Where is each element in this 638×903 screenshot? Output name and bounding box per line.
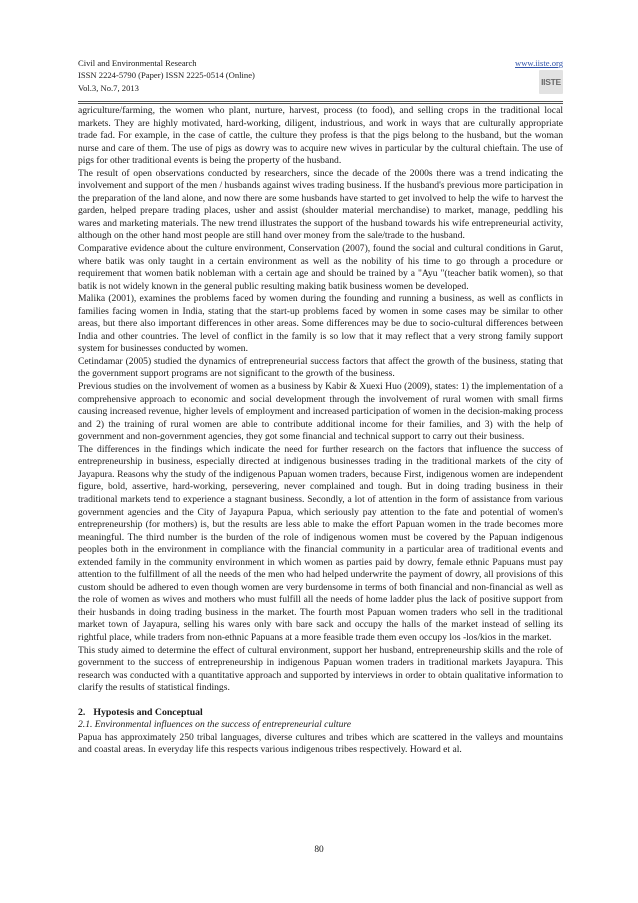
page-number: 80 xyxy=(314,845,324,855)
section-heading xyxy=(78,707,563,720)
body-paragraph: Cetindamar (2005) studied the dynamics of entrepreneurial success factors that affect the growth of the business, stating that the government support programs are not significant to the growth of the business. xyxy=(78,355,563,380)
body-paragraph: agriculture/farming, the women who plant, nurture, harvest, process (to food), and selling crops in the traditional local markets. They are highly motivated, hard-working, diligent, industrious, and work in ways that are culturally appropriate trade fad. For example, in the case of cattle, the culture they profess is that the pigs belong to the husband, but the woman nurse and care of them. The use of pigs as dowry was to acquire new wives in particular by the cultural chieftain. The use of pigs for other traditional events is being the property of the husband. xyxy=(78,105,563,167)
body-paragraph: Previous studies on the involvement of women as a business by Kabir & Xuexi Huo (2009), states: 1) the implementation of a comprehensive approach to economic and social development through the involvement of rural women with small firms causing increased revenue, higher levels of employment and increased participation of women in the decision-making process and 2) the training of rural women are able to contribute additional income for their families, and 3) with the help of government and non-government agencies, they got some financial and technical support to carry out their business. xyxy=(78,381,563,443)
section-title: Hypotesis and Conceptual xyxy=(93,706,203,718)
header-rule-top xyxy=(78,101,563,102)
subsection-heading: 2.1. Environmental influences on the success of entrepreneurial culture xyxy=(78,719,352,731)
body-paragraph: The differences in the findings which indicate the need for further research on the factors that influence the success of entrepreneurship in business, especially directed at indigenous businesses trading in the traditional markets of the city of Jayapura. Reasons why the study of the indigenous Papuan women traders, because First, indigenous women are independent figure, bold, assertive, hard-working, persevering, never complained and tough. But in doing trading business in their traditional markets tend to experience a stagnant business. Secondly, a lot of attention in the form of assistance from various government agencies and the City of Jayapura Papua, which seriously pay attention to the fate and potential of women's entrepreneurship (for mothers) is, but the results are less able to make the effort Papuan women in the trade becomes more meaningful. The third number is the burden of the role of indigenous women must be covered by the Papuan indigenous peoples both in the environment in compliance with the financial community in a particular area of traditional events and extended family in the community environment in which women as parties paid by dowry, female ethnic Papuans must pay attention to the fulfillment of all the needs of the men who had helped underwrite the payment of dowry, all provisions of this custom should be adhered to even though women are very burdensome in terms of both financial and non-financial as well as the role of women as wives and mothers who must fulfill all the needs of home ladder plus the lack of positive support from their husbands in doing trading business in the market. The fourth most Papuan women traders who sell in the traditional market town of Jayapura, selling his wares only with bare sack and occupy the halls of the market instead of selling its rightful place, while traders from non-ethnic Papuans at a more feasible trade them even occupy los -los/kios in the market. xyxy=(78,443,563,643)
body-paragraph: Malika (2001), examines the problems faced by women during the founding and running a business, as well as conflicts in families facing women in India, stating that the start-up problems faced by women in some cases may be similar to other areas, but there also important differences in other areas. Some differences may be due to socio-cultural differences between India and other countries. The level of conflict in the family is so low that it may reflect that a very strong family support system for businesses conducted by women. xyxy=(78,293,563,355)
article-body xyxy=(78,105,563,757)
page-header xyxy=(78,57,563,107)
journal-url-link[interactable]: www.iiste.org xyxy=(515,58,563,68)
body-paragraph: Comparative evidence about the culture environment, Conservation (2007), found the social and cultural conditions in Garut, where batik was only taught in a certain environment as well as the nobility of his time to go through a procedure or requirement that women batik nobleman with a certain age and should be trained by a "Ayu "(teacher batik women), so that batik is not widely known in the general public resulting making batik business women be developed. xyxy=(78,243,563,292)
journal-name: Civil and Environmental Research xyxy=(78,58,197,68)
header-rule-bottom xyxy=(78,103,563,104)
body-paragraph: The result of open observations conducted by researchers, since the decade of the 2000s there was a trend indicating the involvement and support of the men / husbands against wives trading business. If the husband's previous more participation in the preparation of the land alone, and now there are some husbands have started to get involved to help the wife to harvest the garden, helped prepare trading places, usher and assist (shoulder material merchandise) to market, manage, peddling his wares and marketing materials. The new trend illustrates the support of the husband towards his wife entrepreneurial activity, although on the other hand most people are still hand over money from the sale/trade to the husband. xyxy=(78,167,563,242)
issn-line: ISSN 2224-5790 (Paper) ISSN 2225-0514 (Online) xyxy=(78,70,255,81)
body-paragraph: This study aimed to determine the effect of cultural environment, support her husband, entrepreneurship skills and the role of government to the success of entrepreneurship in indigenous Papuan women traders in traditional markets Jayapura. This research was conducted with a quantitative approach and supported by interviews in order to obtain qualitative information to clarify the results of statistical findings. xyxy=(78,644,563,694)
section-paragraph: Papua has approximately 250 tribal languages, diverse cultures and tribes which are scattered in the valleys and mountains and coastal areas. In everyday life this respects various indigenous tribes respectively. Howard et al. xyxy=(78,731,563,756)
section-number: 2. xyxy=(78,706,86,718)
iiste-logo: IISTE xyxy=(539,70,563,94)
volume-line: Vol.3, No.7, 2013 xyxy=(78,82,139,93)
